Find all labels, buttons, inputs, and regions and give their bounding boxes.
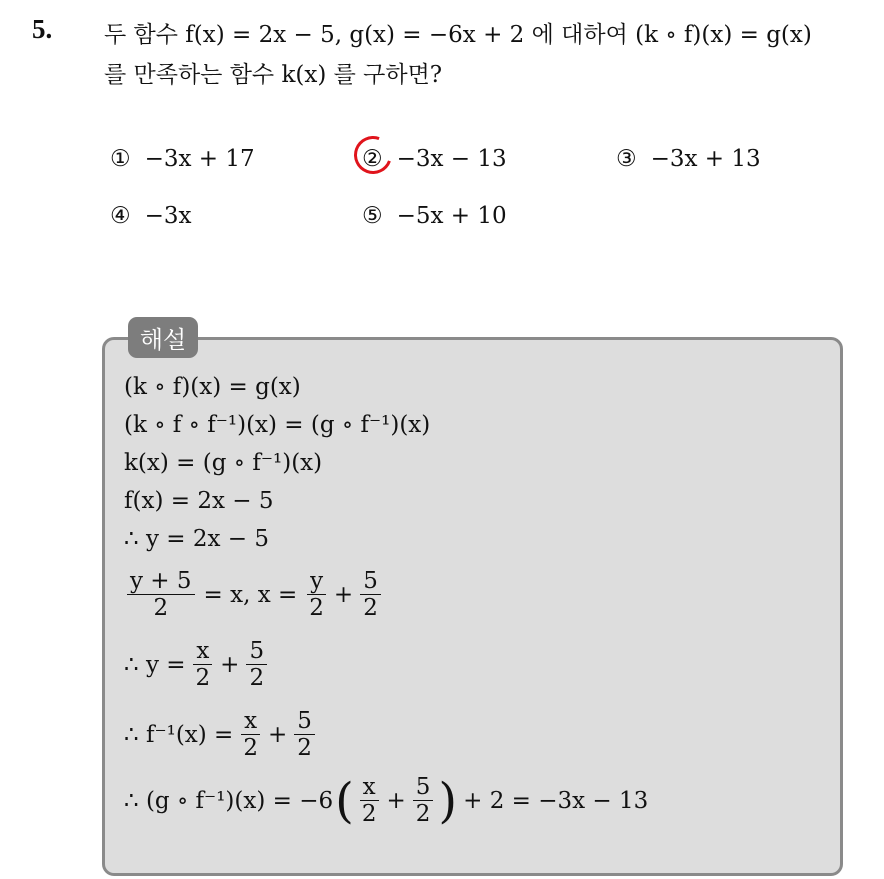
question-text-line2: 를 만족하는 함수 k(x) 를 구하면? [104, 62, 443, 88]
solution-line-8: ∴ f⁻¹(x) = $\frac{x}{2}$ + $\frac{5}{2}$ [124, 708, 318, 762]
solution-line-3: k(x) = (g ∘ f⁻¹)(x) [124, 450, 323, 476]
solution-line-9: ∴ (g ∘ f⁻¹)(x) = −6 ( $\frac{x}{2}$ + $\frac{5}{2}$ ) + 2 = −3x − 13 [124, 772, 649, 829]
option-3-mark: ③ [616, 146, 637, 172]
solution-line-6: $\frac{y + 5}{2}$ = x, x = $\frac{y}{2}$ + $\frac{5}{2}$ [124, 568, 384, 622]
solution-line-2: (k ∘ f ∘ f⁻¹)(x) = (g ∘ f⁻¹)(x) [124, 412, 431, 438]
option-2-text: −3x − 13 [396, 146, 507, 172]
option-3-text: −3x + 13 [650, 146, 761, 172]
option-1-text: −3x + 17 [144, 146, 255, 172]
fraction: $\frac{x}{2}$ [193, 638, 214, 692]
fraction: $\frac{y}{2}$ [306, 568, 327, 622]
answer-circle-mark [348, 130, 398, 180]
fraction: $\frac{5}{2}$ [413, 774, 434, 828]
solution-tag: 해설 [128, 317, 198, 358]
option-4-mark: ④ [110, 203, 131, 229]
question-number: 5. [32, 14, 53, 44]
solution-line-5: ∴ y = 2x − 5 [124, 526, 269, 552]
solution-line-4: f(x) = 2x − 5 [124, 488, 274, 514]
fraction: $\frac{5}{2}$ [246, 638, 267, 692]
option-2-mark: ② [362, 146, 383, 172]
fraction: $\frac{y + 5}{2}$ [127, 568, 195, 622]
right-paren: ) [438, 772, 458, 829]
option-1[interactable] [110, 146, 255, 172]
left-paren: ( [335, 772, 354, 829]
option-1-mark: ① [110, 146, 131, 172]
option-3[interactable] [616, 146, 761, 172]
option-5-mark: ⑤ [362, 203, 383, 229]
solution-line-1: (k ∘ f)(x) = g(x) [124, 374, 301, 400]
solution-line-7: ∴ y = $\frac{x}{2}$ + $\frac{5}{2}$ [124, 638, 270, 692]
option-5[interactable] [362, 203, 507, 229]
question-text-line1: 두 함수 f(x) = 2x − 5, g(x) = −6x + 2 에 대하여 (k ∘ f)(x) = g(x) [104, 22, 812, 48]
fraction: $\frac{5}{2}$ [360, 568, 381, 622]
option-5-text: −5x + 10 [396, 203, 507, 229]
fraction: $\frac{5}{2}$ [294, 708, 315, 762]
fraction: $\frac{x}{2}$ [240, 708, 261, 762]
option-4-text: −3x [144, 203, 192, 229]
option-4[interactable] [110, 203, 192, 229]
fraction: $\frac{x}{2}$ [359, 774, 380, 828]
